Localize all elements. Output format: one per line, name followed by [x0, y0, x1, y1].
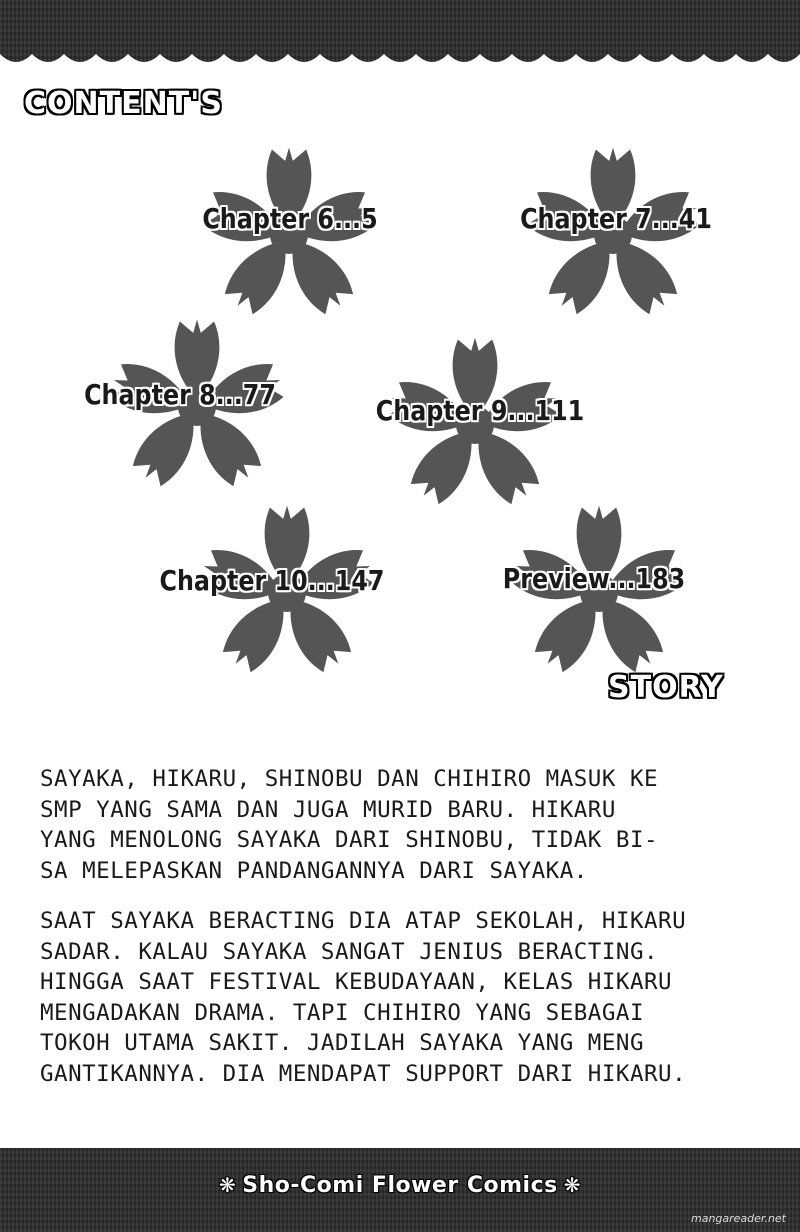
top-scallop-edge — [0, 54, 800, 70]
chapter-entry[interactable] — [140, 498, 400, 688]
story-line: YANG MENOLONG SAYAKA DARI SHINOBU, TIDAK BI- — [40, 827, 659, 853]
chapter-entry[interactable] — [486, 140, 746, 330]
story-line: SMP YANG SAMA DAN JUGA MURID BARU. HIKARU — [40, 796, 616, 823]
star-icon: ❋ — [219, 1173, 237, 1197]
star-icon: ❋ — [563, 1173, 581, 1197]
chapter-entry[interactable] — [350, 330, 610, 520]
story-paragraph-2 — [40, 906, 780, 1089]
chapter-label: Chapter 8...77 — [84, 378, 276, 411]
story-heading: STORY — [608, 670, 724, 705]
chapter-label: Chapter 9...111 — [375, 394, 585, 427]
bottom-scallop-edge — [0, 1140, 800, 1156]
story-line: SAAT SAYAKA BERACTING DIA ATAP SEKOLAH, HIKARU — [40, 908, 687, 934]
story-line: TOKOH UTAMA SAKIT. JADILAH SAYAKA YANG MENG — [40, 1030, 644, 1056]
contents-heading: CONTENT'S — [24, 86, 223, 121]
chapter-entry[interactable] — [160, 140, 420, 330]
publisher-footer — [0, 1173, 800, 1198]
story-line: SA MELEPASKAN PANDANGANNYA DARI SAYAKA. — [40, 857, 588, 884]
sakura-flower-icon — [194, 140, 384, 330]
chapter-label: Chapter 6...5 — [202, 202, 378, 235]
chapter-entry[interactable] — [464, 498, 724, 688]
story-line: HINGGA SAAT FESTIVAL KEBUDAYAAN, KELAS HIKARU — [40, 969, 673, 995]
chapter-label: Preview...183 — [502, 562, 686, 595]
chapter-label: Chapter 7...41 — [520, 202, 712, 235]
watermark: mangareader.net — [691, 1212, 786, 1225]
sakura-flower-icon — [518, 140, 708, 330]
story-paragraph-1 — [40, 764, 780, 886]
chapter-entry[interactable] — [50, 312, 310, 502]
story-line: SAYAKA, HIKARU, SHINOBU DAN CHIHIRO MASUK KE — [40, 766, 659, 792]
story-line: MENGADAKAN DRAMA. TAPI CHIHIRO YANG SEBAGAI — [40, 999, 644, 1026]
publisher-label: Sho-Comi Flower Comics — [242, 1173, 558, 1198]
story-line: SADAR. KALAU SAYAKA SANGAT JENIUS BERACTING. — [40, 938, 659, 965]
chapter-label: Chapter 10...147 — [159, 564, 385, 597]
top-border-band — [0, 0, 800, 62]
story-line: GANTIKANNYA. DIA MENDAPAT SUPPORT DARI HIKARU. — [40, 1060, 687, 1087]
